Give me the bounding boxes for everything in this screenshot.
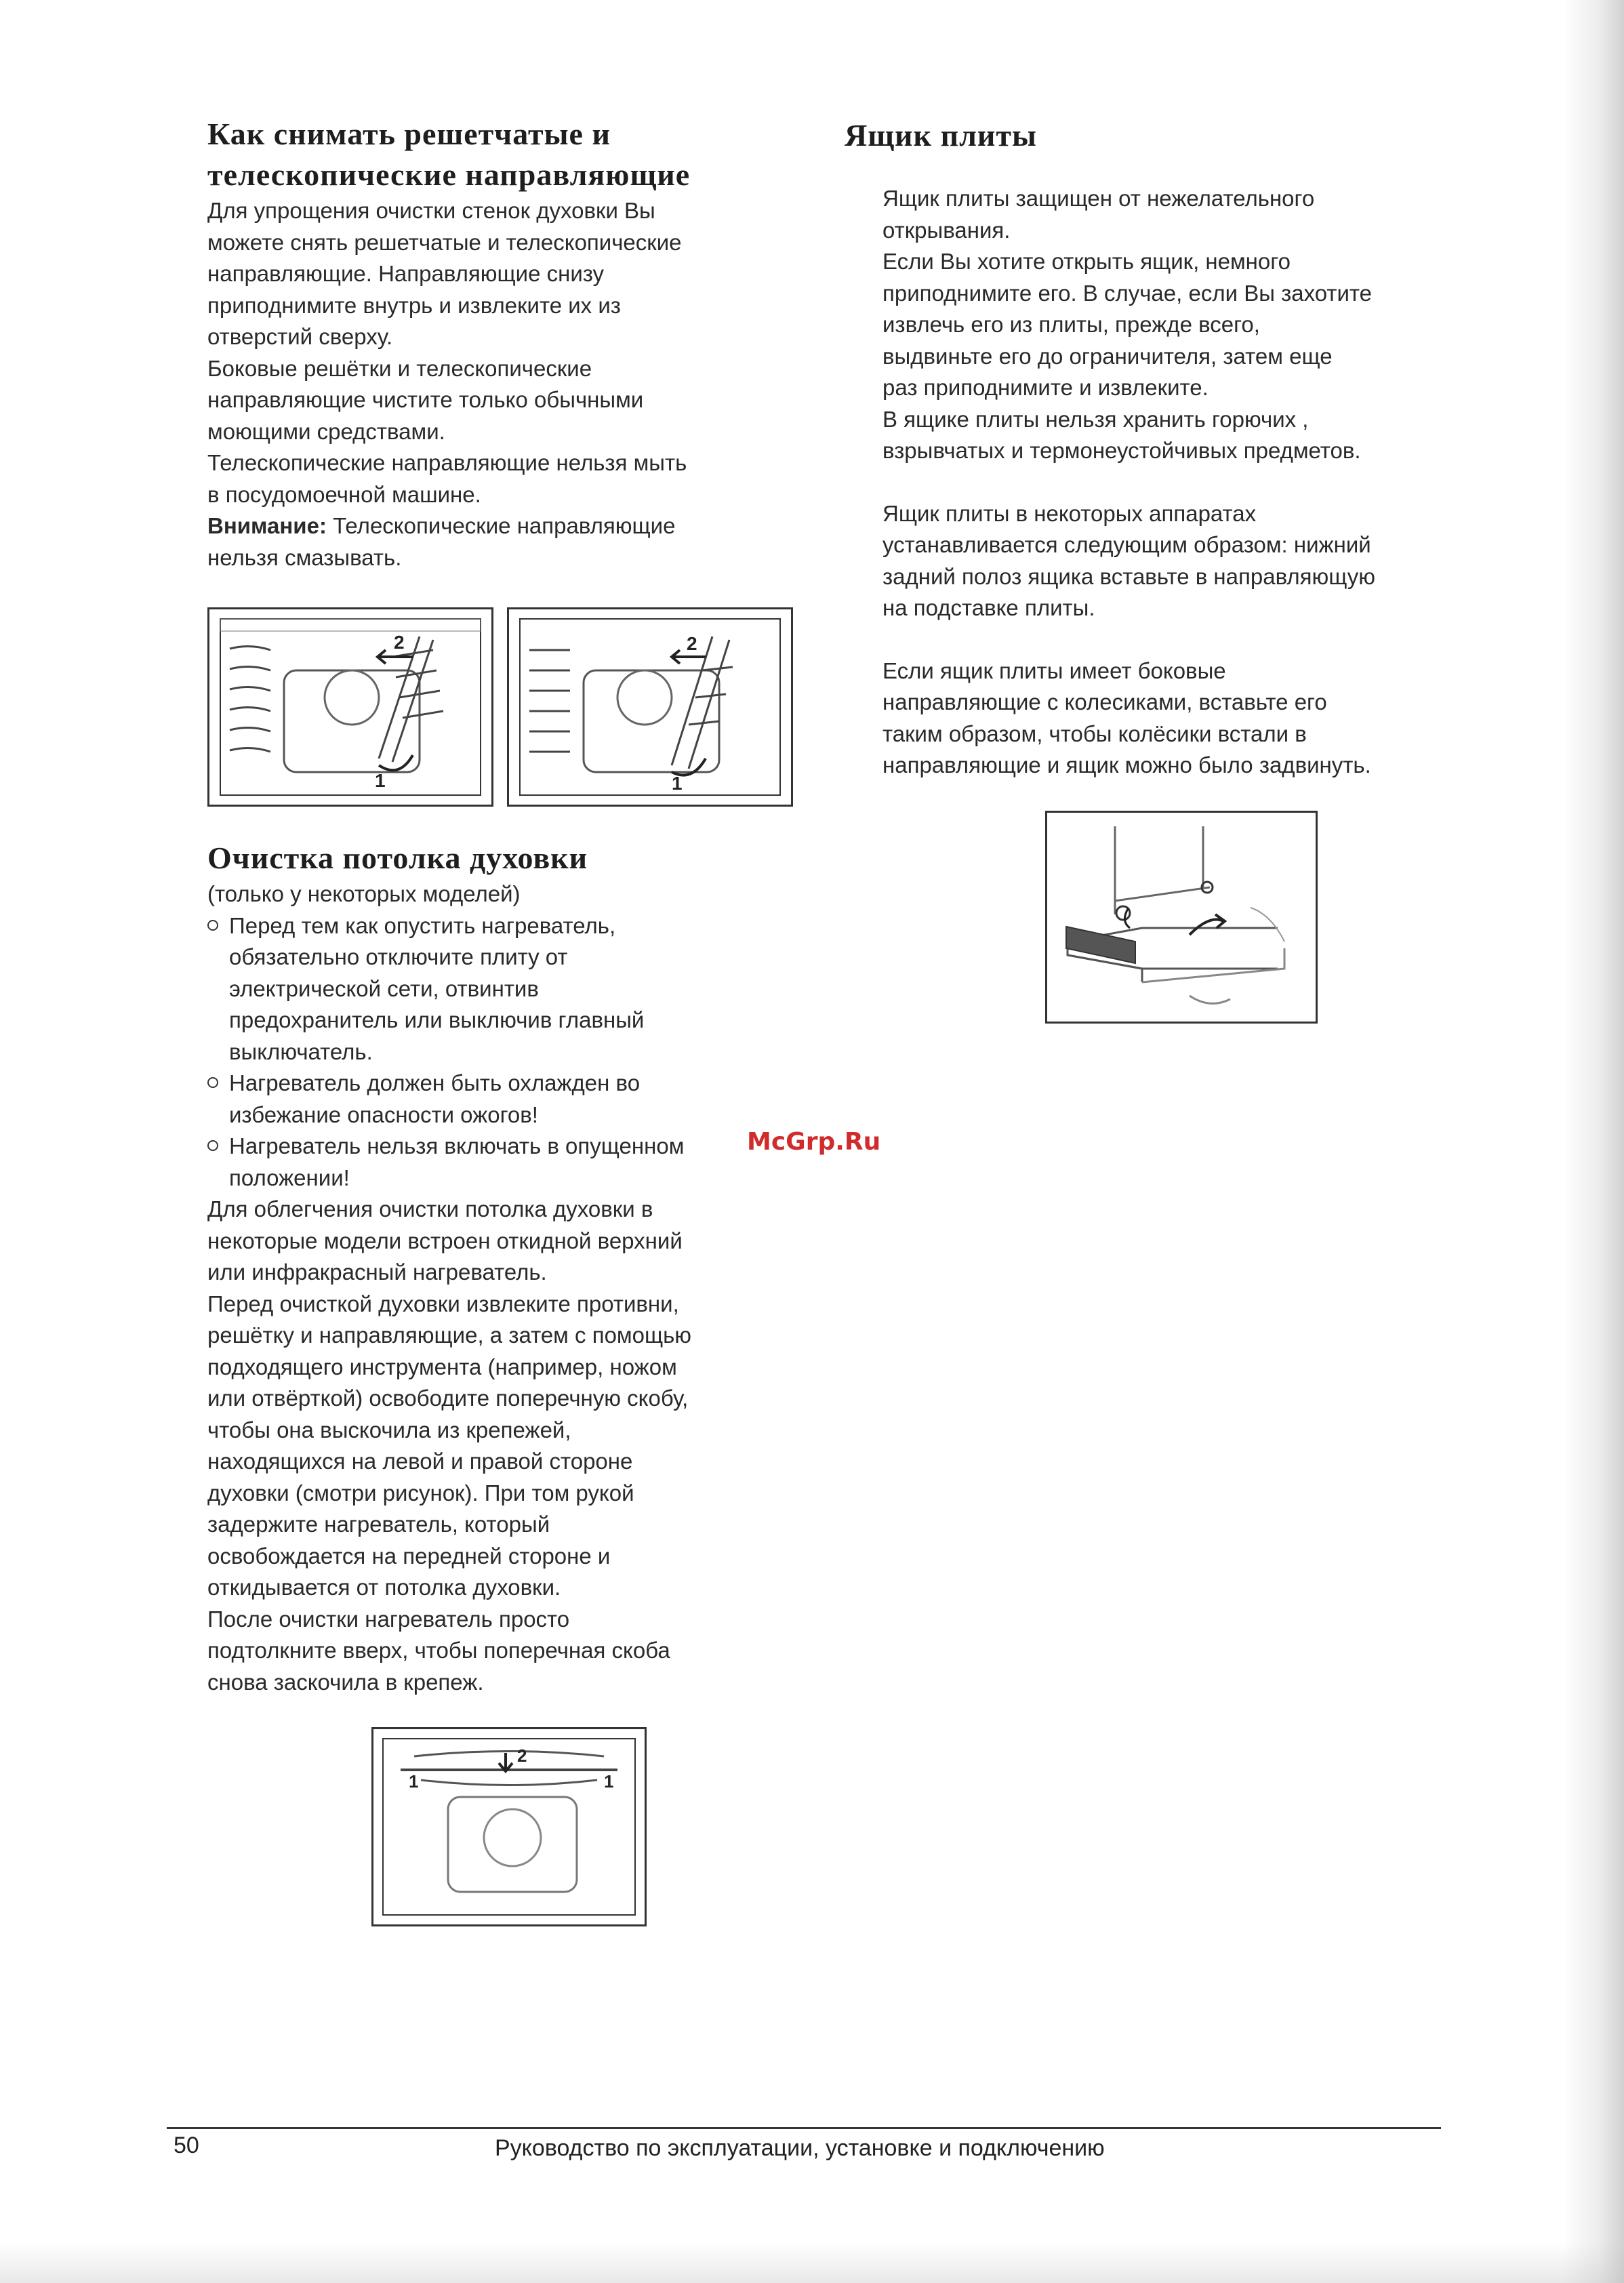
drawer-para3 (882, 655, 1509, 782)
text-line: выключатель. (229, 1038, 373, 1064)
text-line: чтобы она выскочила из крепежей, (207, 1417, 571, 1442)
footer-text: Руководство по эксплуатации, установке и подключению (495, 2135, 1105, 2161)
text-line: на подставке плиты. (882, 595, 1095, 620)
text-line: Нагреватель нельзя включать в опущенном (229, 1133, 685, 1158)
section1-title-line2: телескопические направляющие (207, 157, 691, 192)
text-line: направляющие чистите только обычными (207, 387, 644, 412)
figure-label-2: 2 (687, 633, 697, 654)
list-item (207, 1068, 817, 1131)
text-line: моющими средствами. (207, 418, 445, 444)
text-line: задний полоз ящика вставьте в направляющую (882, 563, 1375, 589)
text-line: Перед тем как опустить нагреватель, (229, 912, 616, 938)
bullet-icon (207, 1077, 218, 1088)
bullet-icon (207, 920, 218, 931)
drawer-section-title: Ящик плиты (845, 118, 1037, 153)
text-line: Ящик плиты в некоторых аппаратах (882, 500, 1257, 526)
text-line: в посудомоечной машине. (207, 481, 481, 507)
text-line: освобождается на передней стороне и (207, 1543, 611, 1569)
figure-label-1: 1 (672, 773, 683, 794)
text-line: или инфракрасный нагреватель. (207, 1259, 547, 1285)
section1-title-line1: Как снимать решетчатые и (207, 117, 611, 151)
attention-label: Внимание: (207, 513, 327, 538)
oven-rack-illustration (209, 609, 491, 805)
text-line: таким образом, чтобы колёсики встали в (882, 721, 1307, 746)
figure-label-1-left: 1 (409, 1771, 419, 1792)
text-line: взрывчатых и термонеустойчивых предметов. (882, 438, 1361, 463)
text-line: Ящик плиты защищен от нежелательного (882, 186, 1315, 211)
text-line: Для облегчения очистки потолка духовки в (207, 1196, 653, 1221)
attention-line (207, 510, 811, 542)
text-line: откидывается от потолка духовки. (207, 1575, 561, 1600)
text-line: раз приподнимите и извлеките. (882, 375, 1209, 400)
bullet-icon (207, 1140, 218, 1151)
text-line: положении! (229, 1165, 350, 1190)
drawer-para1 (882, 183, 1509, 467)
section2 (207, 838, 817, 1698)
text-line: приподнимите его. В случае, если Вы захотите (882, 280, 1372, 306)
text-line: устанавливается следующим образом: нижний (882, 532, 1371, 557)
attention-text: Телескопические направляющие (326, 513, 676, 538)
text-line: подходящего инструмента (например, ножом (207, 1354, 677, 1379)
figure-label-1: 1 (375, 770, 386, 791)
text-line: задержите нагреватель, который (207, 1512, 550, 1537)
section1-body (207, 195, 811, 573)
drawer-para2 (882, 498, 1509, 624)
text-line: электрической сети, отвинтив (229, 975, 539, 1001)
text-line: направляющие и ящик можно было задвинуть. (882, 752, 1371, 777)
text-line: Если ящик плиты имеет боковые (882, 658, 1226, 683)
scan-edge-shading (1563, 0, 1624, 2283)
figure-label-1-right: 1 (604, 1771, 614, 1792)
text-line: Если Вы хотите открыть ящик, немного (882, 249, 1291, 274)
oven-telescopic-illustration (509, 609, 791, 805)
text-line: направляющие с колесиками, вставьте его (882, 689, 1327, 714)
text-line: После очистки нагреватель просто (207, 1606, 570, 1632)
text-line: Перед очисткой духовки извлеките противни, (207, 1291, 679, 1316)
drawer-illustration (1047, 813, 1316, 1022)
figure-drawer (1045, 811, 1318, 1024)
text-line: открывания. (882, 217, 1011, 243)
list-item (207, 1131, 817, 1194)
text-line: Для упрощения очистки стенок духовки Вы (207, 198, 655, 223)
text-line: находящихся на левой и правой стороне (207, 1449, 633, 1474)
figure-label-2: 2 (517, 1745, 527, 1766)
text-line: или отвёрткой) освободите поперечную скобу, (207, 1386, 689, 1411)
text-line: избежание опасности ожогов! (229, 1102, 538, 1127)
text-line: выдвиньте его до ограничителя, затем еще (882, 343, 1333, 369)
figure-heater-lowering (371, 1727, 647, 1926)
footer-divider (167, 2127, 1441, 2129)
text-line: предохранитель или выключив главный (229, 1007, 645, 1032)
section2-subtitle: (только у некоторых моделей) (207, 881, 521, 906)
text-line: Боковые решётки и телескопические (207, 355, 592, 381)
oven-heater-illustration (373, 1729, 645, 1924)
text-line: решётку и направляющие, а затем с помощью (207, 1322, 692, 1348)
figure-rack-removal-2 (507, 607, 793, 807)
scan-bottom-shading (0, 2242, 1624, 2283)
text-line: некоторые модели встроен откидной верхний (207, 1228, 683, 1253)
text-line: обязательно отключите плиту от (229, 944, 568, 969)
figure-label-2: 2 (394, 632, 405, 653)
right-column (845, 115, 1509, 782)
text-line: приподнимите внутрь и извлеките их из (207, 292, 621, 318)
text-line: можете снять решетчатые и телескопические (207, 229, 682, 255)
text-line: Нагреватель должен быть охлажден во (229, 1070, 641, 1095)
section2-body (207, 1194, 817, 1698)
list-item (207, 910, 817, 1068)
text-line: отверстий сверху. (207, 324, 393, 349)
watermark: McGrp.Ru (747, 1128, 881, 1156)
figure-rack-removal-1 (207, 607, 493, 807)
text-line: снова заскочила в крепеж. (207, 1669, 484, 1695)
text-line: подтолкните вверх, чтобы поперечная скоба (207, 1638, 670, 1663)
text-line: В ящике плиты нельзя хранить горючих , (882, 406, 1309, 432)
text-line: Телескопические направляющие нельзя мыть (207, 450, 687, 475)
text-line: нельзя смазывать. (207, 544, 402, 570)
left-column (207, 114, 811, 573)
page-number: 50 (174, 2133, 199, 2158)
text-line: духовки (смотри рисунок). При том рукой (207, 1480, 634, 1506)
warning-list (207, 910, 817, 1194)
text-line: направляющие. Направляющие снизу (207, 261, 605, 286)
text-line: извлечь его из плиты, прежде всего, (882, 312, 1260, 337)
section2-title: Очистка потолка духовки (207, 841, 588, 875)
